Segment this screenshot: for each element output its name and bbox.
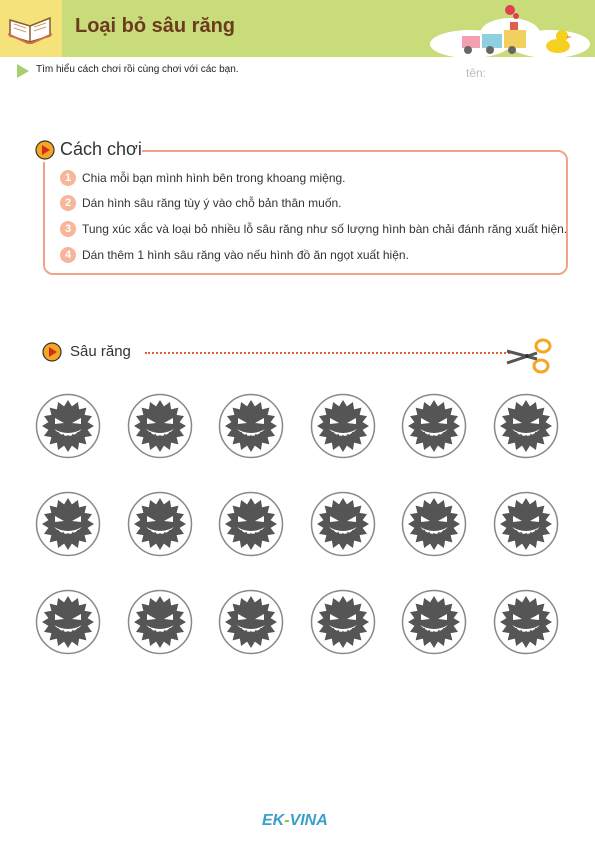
rules-title: Cách chơi	[60, 139, 142, 159]
page-title: Loại bỏ sâu răng	[75, 15, 236, 37]
germ-sticker-icon	[127, 589, 193, 655]
rule-number: 4	[60, 247, 76, 263]
germ-sticker-icon	[493, 491, 559, 557]
rule-text: Dán thêm 1 hình sâu răng vào nếu hình đồ ăn ngọt xuất hiện.	[82, 248, 409, 262]
germ-sticker-icon	[310, 393, 376, 459]
play-triangle-icon	[17, 64, 29, 78]
germ-sticker-icon	[401, 393, 467, 459]
germ-sticker-icon	[310, 589, 376, 655]
play-circle-icon	[42, 342, 62, 362]
logo-left: EK	[262, 812, 285, 829]
name-label: tên:	[466, 66, 487, 80]
rule-number: 1	[60, 170, 76, 186]
germ-sticker-icon	[218, 393, 284, 459]
rule-number: 3	[60, 221, 76, 237]
toys-decoration-icon	[430, 0, 590, 57]
rule-text: Tung xúc xắc và loại bỏ nhiều lỗ sâu răng như số lượng hình bàn chải đánh răng xuất hiện.	[82, 222, 568, 236]
germ-sticker-icon	[35, 491, 101, 557]
germ-sticker-icon	[35, 393, 101, 459]
footer-logo	[262, 812, 328, 830]
scissors-icon	[505, 337, 553, 375]
rule-item	[60, 195, 342, 211]
play-circle-icon	[35, 140, 55, 160]
germ-sticker-icon	[218, 589, 284, 655]
germ-sticker-icon	[493, 589, 559, 655]
germ-sticker-icon	[127, 491, 193, 557]
rule-text: Chia mỗi bạn mình hình bên trong khoang miệng.	[82, 171, 346, 185]
rule-item	[60, 221, 567, 237]
germ-sticker-icon	[127, 393, 193, 459]
logo-right: VINA	[289, 812, 328, 829]
germ-sticker-icon	[401, 491, 467, 557]
rule-number: 2	[60, 195, 76, 211]
germ-sticker-icon	[310, 491, 376, 557]
cut-line	[145, 352, 510, 354]
germ-sticker-icon	[35, 589, 101, 655]
logo-dash: -	[284, 812, 290, 829]
header-icon-panel	[0, 0, 62, 57]
germ-sticker-icon	[401, 589, 467, 655]
instruction-text: Tìm hiểu cách chơi rồi cùng chơi với các bạn.	[36, 64, 239, 75]
germ-sticker-icon	[218, 491, 284, 557]
rule-text: Dán hình sâu răng tùy ý vào chỗ bản thân muốn.	[82, 196, 342, 210]
cutout-title: Sâu răng	[70, 343, 131, 360]
book-icon	[6, 12, 54, 44]
rule-item	[60, 247, 409, 263]
rule-item	[60, 170, 346, 186]
germ-sticker-icon	[493, 393, 559, 459]
